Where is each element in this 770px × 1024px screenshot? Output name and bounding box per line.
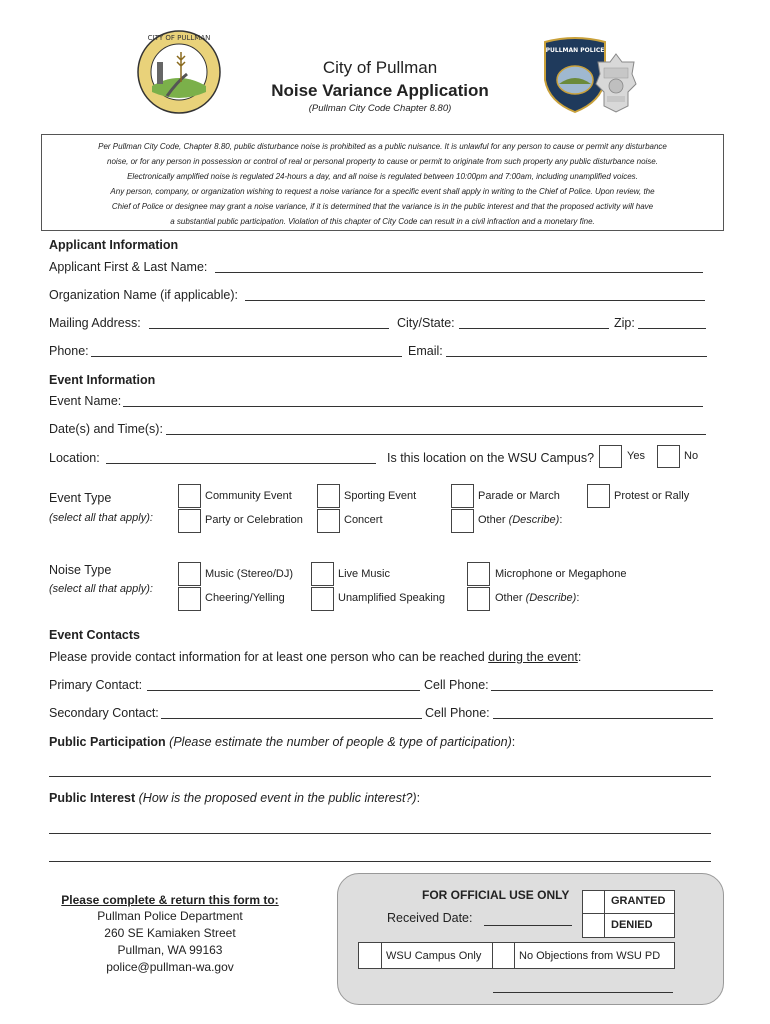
public-interest-field-1[interactable] <box>49 833 711 834</box>
sporting-event-checkbox[interactable] <box>317 484 340 508</box>
applicant-name-label: Applicant First & Last Name: <box>49 260 208 274</box>
official-use-heading: FOR OFFICIAL USE ONLY <box>422 888 570 902</box>
participation-title: Public Participation <box>49 735 166 749</box>
received-date-field[interactable] <box>484 925 572 926</box>
city-state-field[interactable] <box>459 328 609 329</box>
primary-cell-label: Cell Phone: <box>424 678 489 692</box>
secondary-contact-label: Secondary Contact: <box>49 706 159 720</box>
secondary-cell-field[interactable] <box>493 718 713 719</box>
noise-other-colon: : <box>576 592 580 604</box>
primary-contact-field[interactable] <box>147 690 420 691</box>
interest-colon: : <box>416 791 421 805</box>
event-other-label <box>478 514 562 526</box>
email-field[interactable] <box>446 356 707 357</box>
mailing-address-label: Mailing Address: <box>49 316 141 330</box>
music-stereo-checkbox[interactable] <box>178 562 201 586</box>
no-objections-checkbox[interactable] <box>492 942 514 969</box>
seal-text: CITY OF PULLMAN <box>147 34 211 42</box>
return-line-1: Pullman Police Department <box>97 909 243 923</box>
noise-other-label <box>495 592 579 604</box>
notice-line: Chief of Police or designee may grant a noise variance, if it is determined that the variance is in the public interest and that the proposed activity will have <box>111 202 654 211</box>
secondary-contact-field[interactable] <box>161 718 422 719</box>
interest-hint: (How is the proposed event in the public interest?) <box>138 791 417 805</box>
event-name-field[interactable] <box>123 406 703 407</box>
decision-check-column <box>604 890 605 938</box>
public-interest-label <box>49 791 420 805</box>
notice-line: a substantial public participation. Violation of this chapter of City Code can result in a civil infraction and a monetary fine. <box>170 217 595 226</box>
unamplified-checkbox[interactable] <box>311 587 334 611</box>
protest-rally-label: Protest or Rally <box>614 490 690 502</box>
protest-rally-checkbox[interactable] <box>587 484 610 508</box>
noise-other-text: Other <box>495 592 523 604</box>
live-music-checkbox[interactable] <box>311 562 334 586</box>
music-stereo-label: Music (Stereo/DJ) <box>205 568 294 580</box>
contacts-instr-text: Please provide contact information for at least one person who can be reached <box>49 650 485 664</box>
wsu-campus-only-label: WSU Campus Only <box>386 950 482 962</box>
zip-label: Zip: <box>614 316 635 330</box>
event-other-colon: : <box>559 514 563 526</box>
noise-other-checkbox[interactable] <box>467 587 490 611</box>
denied-label: DENIED <box>611 919 653 931</box>
wsu-review-divider-1 <box>381 942 382 969</box>
notice-line: Electronically amplified noise is regulated 24-hours a day, and all noise is regulated between 10:00pm and 7:00am, including unamplified voices. <box>127 172 638 181</box>
no-objections-label: No Objections from WSU PD <box>519 950 661 962</box>
official-signature-field[interactable] <box>493 992 673 993</box>
wsu-campus-only-checkbox[interactable] <box>358 942 381 969</box>
event-other-checkbox[interactable] <box>451 509 474 533</box>
public-interest-field-2[interactable] <box>49 861 711 862</box>
interest-title: Public Interest <box>49 791 136 805</box>
received-date-label: Received Date: <box>387 911 473 925</box>
noise-type-label: Noise Type <box>49 563 112 577</box>
contacts-instr-colon: : <box>577 650 582 664</box>
primary-contact-label: Primary Contact: <box>49 678 143 692</box>
wsu-review-divider-3 <box>514 942 515 969</box>
cheering-checkbox[interactable] <box>178 587 201 611</box>
noise-type-hint: (select all that apply): <box>49 583 153 595</box>
event-heading: Event Information <box>49 373 156 387</box>
event-dates-label: Date(s) and Time(s): <box>49 422 163 436</box>
contacts-heading: Event Contacts <box>49 628 140 642</box>
party-celebration-label: Party or Celebration <box>205 514 303 526</box>
noise-other-hint: (Describe) <box>525 592 577 604</box>
phone-label: Phone: <box>49 344 89 358</box>
concert-label: Concert <box>344 514 383 526</box>
page-title: Noise Variance Application <box>271 81 489 100</box>
wsu-no-label: No <box>684 450 699 462</box>
phone-field[interactable] <box>91 356 402 357</box>
participation-colon: : <box>511 735 516 749</box>
return-email: police@pullman-wa.gov <box>106 960 234 974</box>
unamplified-label: Unamplified Speaking <box>338 592 446 604</box>
contacts-instructions <box>49 650 581 664</box>
code-reference: (Pullman City Code Chapter 8.80) <box>308 103 452 114</box>
community-event-checkbox[interactable] <box>178 484 201 508</box>
event-other-text: Other <box>478 514 506 526</box>
granted-label: GRANTED <box>611 895 666 907</box>
return-address-block <box>40 892 300 976</box>
event-name-label: Event Name: <box>49 394 122 408</box>
return-line-2: 260 SE Kamiaken Street <box>104 926 236 940</box>
wsu-yes-checkbox[interactable] <box>599 445 622 468</box>
mailing-address-field[interactable] <box>149 328 389 329</box>
return-line-3: Pullman, WA 99163 <box>117 943 223 957</box>
parade-march-label: Parade or March <box>478 490 560 502</box>
community-event-label: Community Event <box>205 490 292 502</box>
sporting-event-label: Sporting Event <box>344 490 417 502</box>
return-heading: Please complete & return this form to: <box>61 893 279 907</box>
event-type-label: Event Type <box>49 491 112 505</box>
page-title-city: City of Pullman <box>322 58 438 77</box>
primary-cell-field[interactable] <box>491 690 713 691</box>
event-dates-field[interactable] <box>166 434 706 435</box>
wsu-no-checkbox[interactable] <box>657 445 680 468</box>
organization-label: Organization Name (if applicable): <box>49 288 238 302</box>
location-field[interactable] <box>106 463 376 464</box>
parade-march-checkbox[interactable] <box>451 484 474 508</box>
notice-line: noise, or for any person in possession or control of real or personal property to cause or permit to originate from such property any public disturbance noise. <box>107 157 658 166</box>
microphone-label: Microphone or Megaphone <box>495 568 627 580</box>
wsu-yes-label: Yes <box>627 450 645 462</box>
live-music-label: Live Music <box>338 568 390 580</box>
participation-hint: (Please estimate the number of people & type of participation) <box>169 735 512 749</box>
applicant-heading: Applicant Information <box>49 238 179 252</box>
microphone-checkbox[interactable] <box>467 562 490 586</box>
party-celebration-checkbox[interactable] <box>178 509 201 533</box>
denied-checkbox[interactable] <box>582 914 604 938</box>
secondary-cell-label: Cell Phone: <box>425 706 490 720</box>
badge-text: PULLMAN POLICE <box>545 47 605 54</box>
location-label: Location: <box>49 451 100 465</box>
wsu-campus-question: Is this location on the WSU Campus? <box>387 451 595 465</box>
contacts-instr-emphasis: during the event <box>488 650 578 664</box>
concert-checkbox[interactable] <box>317 509 340 533</box>
email-label: Email: <box>408 344 443 358</box>
applicant-name-field[interactable] <box>215 272 703 273</box>
event-type-hint: (select all that apply): <box>49 512 153 524</box>
public-participation-field[interactable] <box>49 776 711 777</box>
notice-line: Any person, company, or organization wishing to request a noise variance for a specific event shall apply in writing to the Chief of Police. Upon review, the <box>110 187 655 196</box>
zip-field[interactable] <box>638 328 706 329</box>
notice-box <box>41 134 724 231</box>
cheering-label: Cheering/Yelling <box>205 592 285 604</box>
granted-checkbox[interactable] <box>582 890 604 913</box>
event-other-hint: (Describe) <box>508 514 560 526</box>
public-participation-label <box>49 735 515 749</box>
notice-line: Per Pullman City Code, Chapter 8.80, public disturbance noise is prohibited as a public nuisance. It is unlawful for any person to cause or permit any disturbance <box>98 142 667 151</box>
organization-field[interactable] <box>245 300 705 301</box>
city-state-label: City/State: <box>397 316 455 330</box>
